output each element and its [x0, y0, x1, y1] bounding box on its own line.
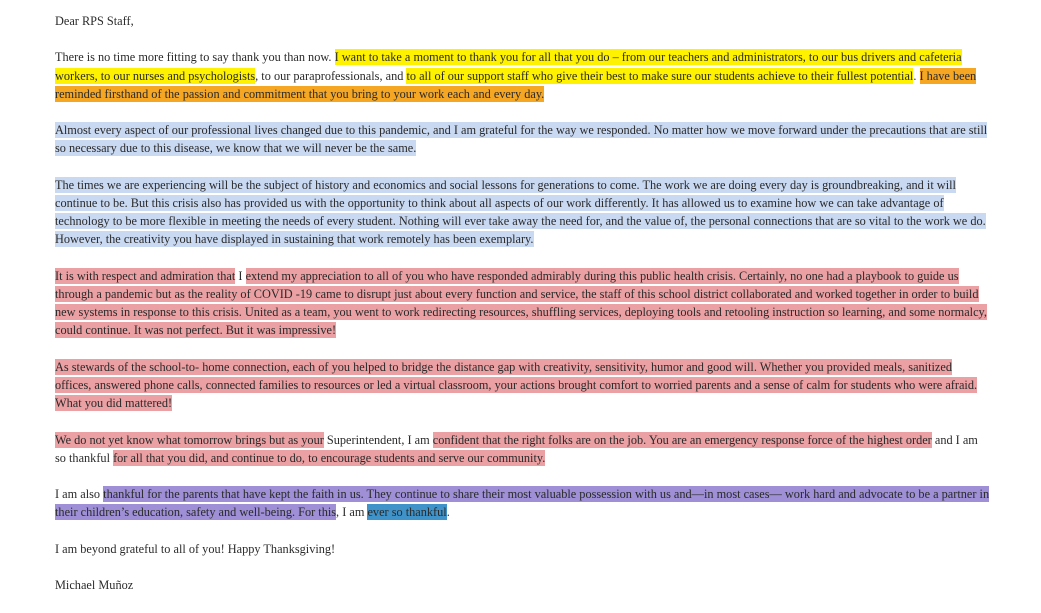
thank-you-paragraph [55, 48, 990, 103]
text-segment: . [446, 505, 450, 520]
parents-paragraph [55, 485, 990, 521]
signature: Michael Muñoz [55, 578, 134, 593]
highlight-orange: I have been reminded firsthand of the passion and commitment that you bring to your work each and every day. [55, 68, 977, 101]
text-segment: , I am [336, 505, 368, 520]
letter-paragraphs [55, 48, 990, 558]
text-segment: Superintendent, I am [323, 432, 433, 447]
text-segment: . [913, 68, 920, 83]
letter-body [55, 12, 990, 594]
text-segment: and I am so thankful [55, 432, 978, 465]
respect-paragraph [55, 267, 990, 340]
text-segment: I [235, 268, 246, 283]
highlight-red: extend my appreciation to all of you who have responded admirably during this public health crisis. Certainly, no one had a playbook to guide us through a pandemic but as the reality of COVID -19 came to disrupt just about every function and service, the staff of this school district collaborated and worked together in order to build new systems in response to this crisis. United as a team, you went to work redirecting resources, shuffling services, deploying tools and retooling instruction so learning, and some normalcy, could continue. It was not perfect. But it was impressive! [55, 268, 987, 338]
text-segment: , to our paraprofessionals, and [255, 68, 407, 83]
greeting: Dear RPS Staff, [55, 14, 134, 28]
highlight-red: for all that you did, and continue to do, to encourage students and serve our community. [113, 450, 546, 465]
highlight-yellow: I want to take a moment to thank you for all that you do – from our teachers and administrators, to our bus drivers and cafeteria workers, to our nurses and psychologists [55, 50, 962, 83]
closing-paragraph [55, 540, 990, 558]
highlight-teal: ever so thankful [367, 505, 447, 520]
stewards-paragraph [55, 358, 990, 413]
highlight-red: confident that the right folks are on the job. You are an emergency response force of the highest order [432, 432, 932, 447]
superintendent-paragraph [55, 431, 990, 467]
highlight-red: We do not yet know what tomorrow brings but as your [55, 432, 324, 447]
highlight-blue: Almost every aspect of our professional lives changed due to this pandemic, and I am grateful for the way we responded. No matter how we move forward under the precautions that are still so necessary due to this disease, we know that we will never be the same. [55, 123, 988, 156]
highlight-red: It is with respect and admiration that [55, 268, 236, 283]
highlight-red: As stewards of the school-to- home connection, each of you helped to bridge the distance gap with creativity, sensitivity, humor and good will. Whether you provided meals, sanitized offices, answered phone calls, connected families to resources or led a virtual classroom, your actions brought comfort to worried parents and a sense of calm for students who were afraid. What you did mattered! [55, 359, 978, 411]
text-segment: I am beyond grateful to all of you! Happy Thanksgiving! [55, 541, 336, 556]
highlight-yellow: to all of our support staff who give their best to make sure our students achieve to their fullest potential [406, 68, 914, 83]
text-segment: There is no time more fitting to say thank you than now. [55, 50, 335, 65]
highlight-purple: thankful for the parents that have kept the faith in us. They continue to share their most valuable possession with us and—in most cases— work hard and advocate to be a partner in their children’s education, safety and well-being. For this [55, 487, 990, 520]
text-segment: I am also [55, 487, 104, 502]
pandemic-paragraph [55, 121, 990, 157]
history-paragraph [55, 176, 990, 249]
highlight-blue: The times we are experiencing will be the subject of history and economics and social lessons for generations to come. The work we are doing every day is groundbreaking, and it will continue to be. But this crisis also has provided us with the opportunity to think about all aspects of our work differently. It has allowed us to examine how we can take advantage of technology to be more flexible in meeting the needs of every student. Nothing will ever take away the need for, and the value of, the personal connections that are so vital to the work we do. However, the creativity you have displayed in sustaining that work remotely has been exemplary. [55, 177, 986, 247]
